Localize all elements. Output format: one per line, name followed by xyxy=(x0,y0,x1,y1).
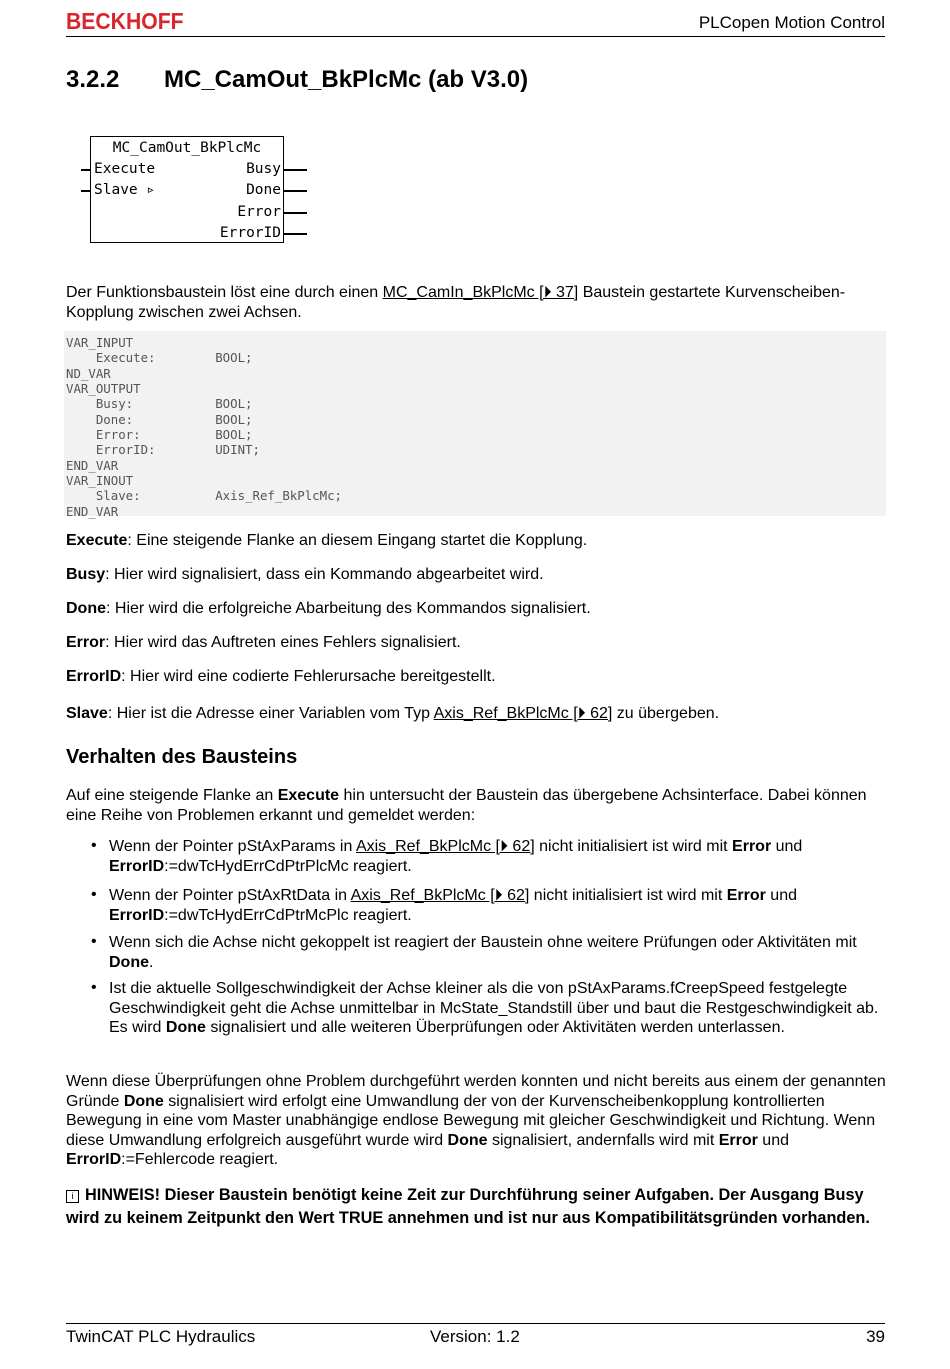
param-desc: : Hier ist die Adresse einer Variablen vom Typ xyxy=(107,705,434,722)
b4-pre: Ist die aktuelle Sollgeschwindigkeit der Achse kleiner als die von pStAxParams.fCreepSpeed festgelegte Geschwindigkeit geht die Achse unmittelbar in McState_Standstill über und baut die Restgeschwindigkeit ab. Es wird xyxy=(109,980,879,1037)
footer-version: Version: 1.2 xyxy=(430,1327,520,1346)
fb-pin-busy xyxy=(284,169,307,171)
final-t2: signalisiert wird erfolgt eine Umwandlung der von der Kurvenscheibenkopplung kontrollierten Bewegung in eine vom Master unabhängige endlose Bewegung mit gleicher Geschwindigkeit und Richtung. Wenn diese Umwandlung erfolgreich ausgeführt wurde wird xyxy=(66,1092,876,1149)
b1-pre: Wenn der Pointer pStAxParams in xyxy=(109,838,356,855)
b2-bold1: Error xyxy=(726,887,766,904)
bullet-3 xyxy=(109,933,889,972)
final-b4: ErrorID xyxy=(66,1151,122,1169)
note-box xyxy=(66,1184,896,1229)
link-axis-ref[interactable]: Axis_Ref_BkPlcMc [⏵ 62] xyxy=(433,705,613,722)
intro-text-post: Baustein gestartete Kurvenscheiben-Kopplung zwischen zwei Achsen. xyxy=(66,284,846,321)
param-errorid xyxy=(66,667,886,687)
fb-output-busy: Busy xyxy=(246,161,281,177)
code-block xyxy=(64,331,886,519)
note-text: HINWEIS! Dieser Baustein benötigt keine Zeit zur Durchführung seiner Aufgaben. Der Ausgang Busy wird zu keinem Zeitpunkt den Wert TRUE annehmen und ist nur aus Kompatibilitätsgründen vorhanden. xyxy=(66,1186,870,1227)
b1-bold2: ErrorID xyxy=(109,857,165,875)
param-name: Execute xyxy=(66,532,128,549)
bullet-4-marker: • xyxy=(91,979,97,996)
b1-bold1: Error xyxy=(732,838,772,855)
b3-pre: Wenn sich die Achse nicht gekoppelt ist reagiert der Baustein ohne weitere Prüfungen oder Aktivitäten mit xyxy=(109,934,857,951)
header-rule xyxy=(66,36,885,37)
intro-text-pre: Der Funktionsbaustein löst eine durch einen xyxy=(66,284,383,301)
fb-pin-slave xyxy=(81,190,90,192)
b3-bold: Done xyxy=(109,953,149,971)
param-done xyxy=(66,599,886,619)
behaviour-heading: Verhalten des Bausteins xyxy=(66,746,298,768)
link-axis-ref-b1[interactable]: Axis_Ref_BkPlcMc [⏵ 62] xyxy=(355,838,535,855)
behaviour-intro-post: hin untersucht der Baustein das übergebene Achsinterface. Dabei können eine Reihe von Problemen erkannt und gemeldet werden: xyxy=(66,787,867,824)
param-desc: : Eine steigende Flanke an diesem Eingang startet die Kopplung. xyxy=(127,532,588,549)
param-busy xyxy=(66,565,886,585)
final-t1: Wenn diese Überprüfungen ohne Problem durchgeführt werden konnten und nicht bereits aus einem der genannten Gründe xyxy=(66,1073,886,1110)
function-block-diagram xyxy=(90,136,284,243)
final-t5: :=Fehlercode reagiert. xyxy=(121,1151,279,1169)
bullet-1 xyxy=(109,837,889,876)
fb-name: MC_CamOut_BkPlcMc xyxy=(112,140,262,156)
b1-post: :=dwTcHydErrCdPtrPlcMc reagiert. xyxy=(164,857,412,875)
param-desc: : Hier wird das Auftreten eines Fehlers signalisiert. xyxy=(105,634,461,651)
final-b2: Done xyxy=(447,1131,488,1149)
fb-output-error: Error xyxy=(237,204,281,220)
fb-pin-execute xyxy=(81,169,90,171)
behaviour-intro-pre: Auf eine steigende Flanke an xyxy=(66,787,278,804)
b4-post: signalisiert und alle weiteren Überprüfungen oder Aktivitäten werden unterlassen. xyxy=(205,1019,785,1037)
link-mc-camin[interactable]: MC_CamIn_BkPlcMc [⏵ 37] xyxy=(382,284,579,301)
info-icon: i xyxy=(66,1190,79,1203)
param-desc: : Hier wird signalisiert, dass ein Kommando abgearbeitet wird. xyxy=(105,566,544,583)
section-number: 3.2.2 xyxy=(66,66,120,93)
link-axis-ref-b2[interactable]: Axis_Ref_BkPlcMc [⏵ 62] xyxy=(350,887,530,904)
intro-paragraph xyxy=(66,283,886,322)
b2-bold2: ErrorID xyxy=(109,906,165,924)
b4-bold: Done xyxy=(165,1019,206,1037)
b2-mid: nicht initialisiert ist wird mit xyxy=(529,887,727,904)
beckhoff-logo: BECKHOFF xyxy=(66,8,184,34)
param-desc: : Hier wird eine codierte Fehlerursache bereitgestellt. xyxy=(121,668,496,685)
final-t3: signalisiert, andernfalls wird mit xyxy=(487,1131,719,1149)
footer-page-number: 39 xyxy=(866,1327,885,1346)
param-name: Slave xyxy=(66,705,108,722)
bullet-2 xyxy=(109,886,889,925)
fb-pin-error xyxy=(284,212,307,214)
param-error xyxy=(66,633,886,653)
b1-and: und xyxy=(771,838,803,855)
b3-post: . xyxy=(149,953,154,971)
param-name: Done xyxy=(66,600,106,617)
param-desc-post: zu übergeben. xyxy=(612,705,720,722)
final-b3: Error xyxy=(718,1131,758,1149)
param-execute xyxy=(66,531,886,551)
fb-pin-done xyxy=(284,190,307,192)
bullet-3-marker: • xyxy=(91,933,97,950)
b2-post: :=dwTcHydErrCdPtrMcPlc reagiert. xyxy=(164,906,412,924)
b2-and: und xyxy=(765,887,797,904)
header-title: PLCopen Motion Control xyxy=(698,13,885,32)
param-name: Error xyxy=(66,634,106,651)
final-t4: und xyxy=(757,1131,789,1149)
fb-input-slave: Slave ▹ xyxy=(94,182,156,198)
fb-input-execute: Execute xyxy=(94,161,156,177)
fb-output-done: Done xyxy=(246,182,281,198)
param-name: ErrorID xyxy=(66,668,122,685)
b2-pre: Wenn der Pointer pStAxRtData in xyxy=(109,887,351,904)
behaviour-intro xyxy=(66,786,886,825)
behaviour-intro-bold: Execute xyxy=(277,787,340,804)
section-title: MC_CamOut_BkPlcMc (ab V3.0) xyxy=(164,66,529,93)
footer-rule xyxy=(66,1323,885,1324)
section-heading xyxy=(66,66,528,94)
bullet-4 xyxy=(109,979,889,1038)
param-slave xyxy=(66,704,886,724)
behaviour-final-paragraph xyxy=(66,1072,886,1170)
fb-output-errorid: ErrorID xyxy=(219,225,281,241)
final-b1: Done xyxy=(123,1092,164,1110)
bullet-2-marker: • xyxy=(91,886,97,903)
fb-pin-errorid xyxy=(284,233,307,235)
footer-product: TwinCAT PLC Hydraulics xyxy=(66,1327,256,1346)
b1-mid: nicht initialisiert ist wird mit xyxy=(534,838,733,855)
param-desc: : Hier wird die erfolgreiche Abarbeitung des Kommandos signalisiert. xyxy=(106,600,591,617)
bullet-1-marker: • xyxy=(91,837,97,854)
param-name: Busy xyxy=(66,566,106,583)
code-text: VAR_INPUT Execute: BOOL; ND_VAR VAR_OUTPUT Busy: BOOL; Done: BOOL; Error: BOOL; ErrorID: UDINT; END_VAR VAR_INOUT Slave: Axis_Ref_BkPlcMc; END_VAR xyxy=(66,335,343,519)
